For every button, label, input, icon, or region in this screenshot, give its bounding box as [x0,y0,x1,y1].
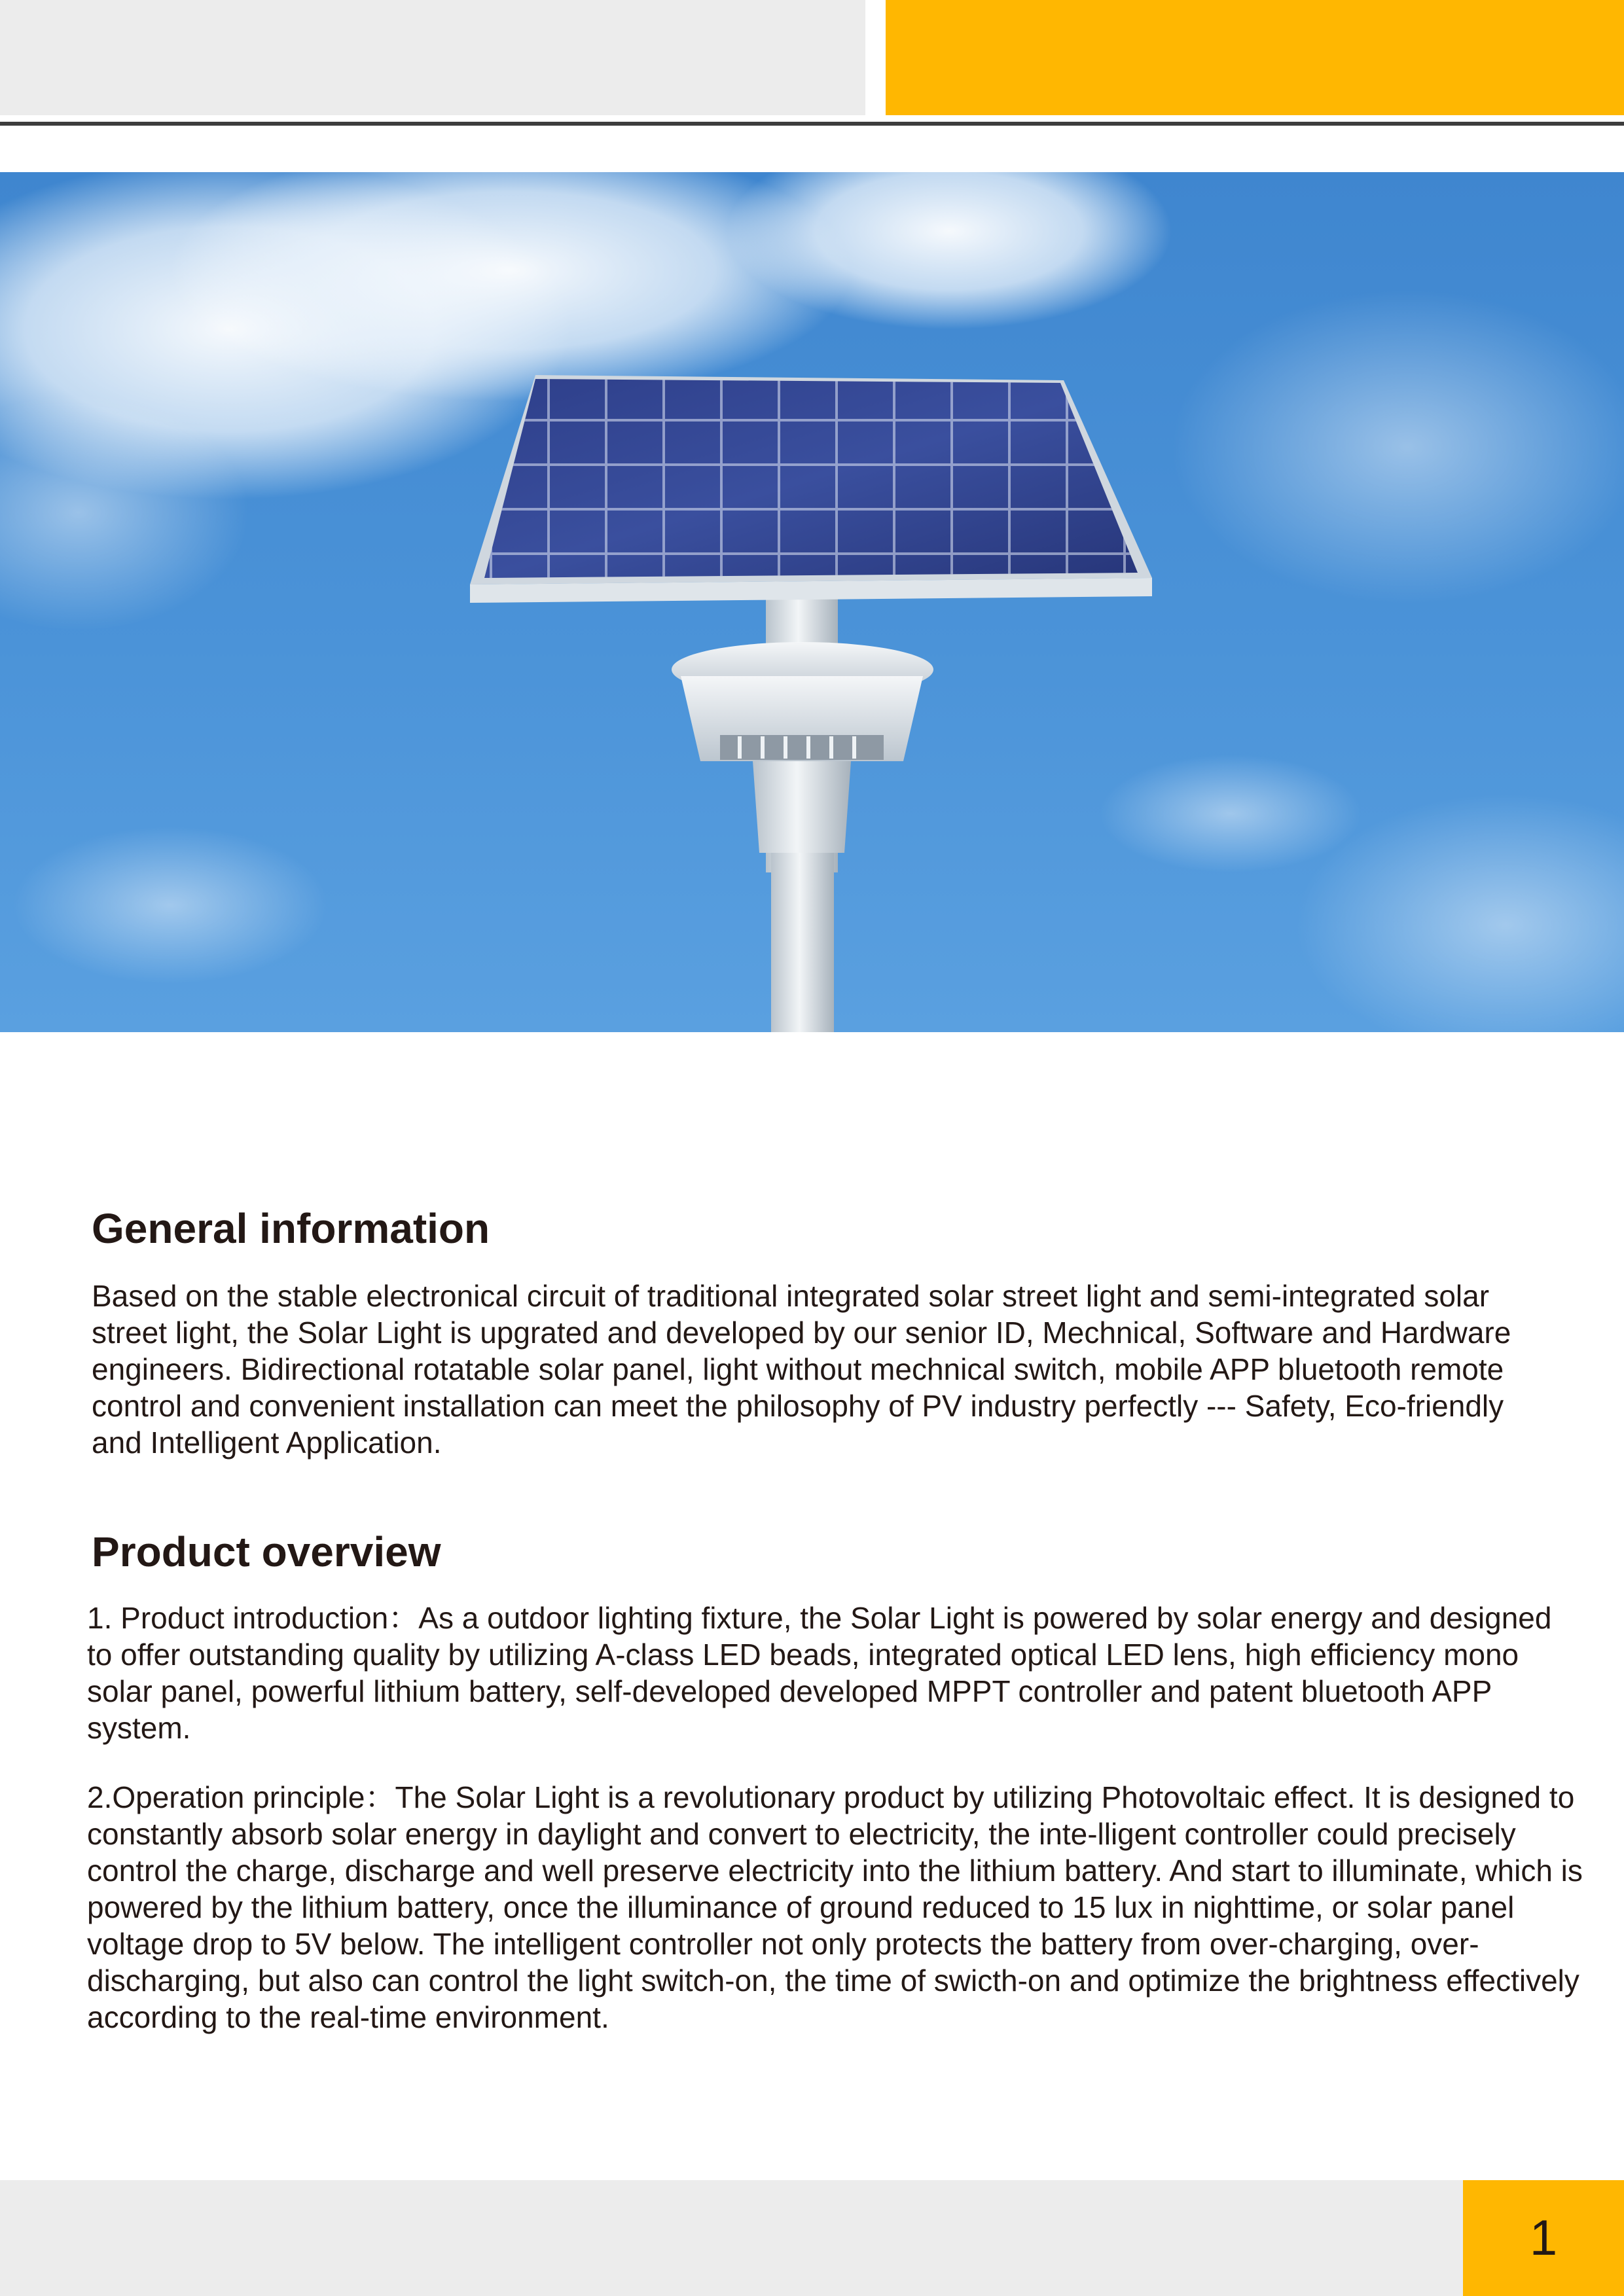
header-divider [0,122,1624,126]
general-information-heading: General information [92,1205,490,1252]
hero-image [0,172,1624,1032]
header-accent-band [886,0,1624,115]
product-introduction-paragraph: 1. Product introduction：As a outdoor lighting fixture, the Solar Light is powered by solar energy and designed to offer outstanding quality by utilizing A-class LED beads, integrated optical LED lens, high efficiency mono solar panel, powerful lithium battery, self-developed developed MPPT controller and patent bluetooth APP system. [87,1601,1552,1745]
footer-gray-band [0,2180,1463,2296]
product-overview-heading: Product overview [92,1528,441,1575]
general-information-body: Based on the stable electronical circuit of traditional integrated solar street light and semi-integrated solar street light, the Solar Light is upgrated and developed by our senior ID, Mechnical, Software and Hardware engineers. Bidirectional rotatable solar panel, light without mechnical switch, mobile APP bluetooth remote control and convenient installation can meet the philosophy of PV industry perfectly --- Safety, Eco-friendly and Intelligent Application. [92,1279,1511,1460]
lower-pole [771,853,834,1032]
operation-principle-paragraph: 2.Operation principle：The Solar Light is a revolutionary product by utilizing Photovoltaic effect. It is designed to constantly absorb solar energy in daylight and convert to electricity, the inte-lligent controller could precisely control the charge, discharge and well preserve electricity into the lithium battery. And start to illuminate, which is powered by the lithium battery, once the illuminance of ground reduced to 15 lux in nighttime, or solar panel voltage drop to 5V below. The intelligent controller not only protects the battery from over-charging, over-discharging, but also can control the light switch-on, the time of swicth-on and optimize the brightness effectively according to the real-time environment. [87,1780,1583,2034]
header-gray-band [0,0,865,115]
page-number: 1 [1529,2210,1558,2266]
solar-street-light-illustration [0,172,1624,1032]
